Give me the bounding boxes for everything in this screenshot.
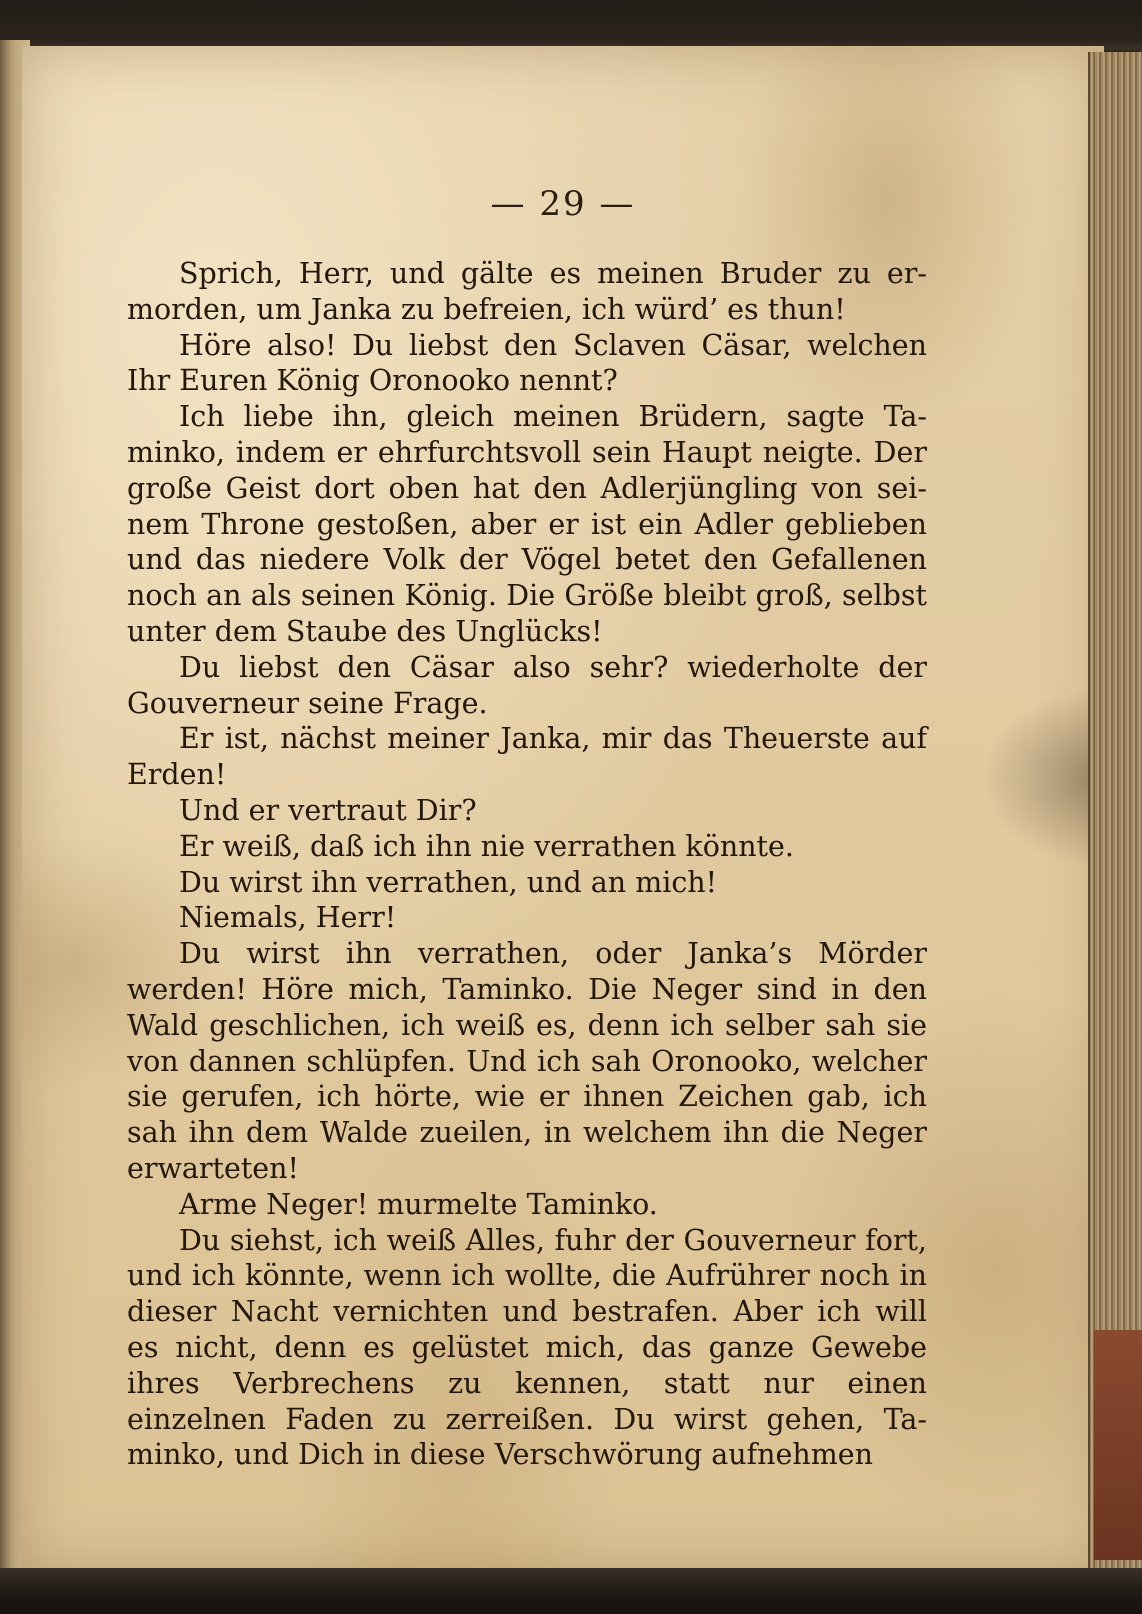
paragraph: Du siehst, ich weiß Alles, fuhr der Gouverneur fort, und ich könnte, wenn ich wollte, die Aufrührer noch in dieser Nacht vernichten und bestrafen. Aber ich will es nicht, denn es gelüstet mich, das ganze Gewebe ihres Verbrechens zu kennen, statt nur einen einzelnen Faden zu zerreißen. Du wirst gehen, Ta-minko, und Dich in diese Verschwörung aufnehmen [127, 1223, 927, 1472]
paragraph: Er ist, nächst meiner Janka, mir das Theuerste auf Erden! [127, 722, 927, 792]
paragraph: Du liebst den Cäsar also sehr? wiederholte der Gouverneur seine Frage. [127, 650, 927, 720]
page-sheet [22, 46, 1104, 1572]
paragraph: Ich liebe ihn, gleich meinen Brüdern, sagte Ta-minko, indem er ehrfurchtsvoll sein Haupt neigte. Der große Geist dort oben hat den Adlerjüngling von sei-nem Throne gestoßen, aber er ist ein Adler geblieben und das niedere Volk der Vögel betet den Gefallenen noch an als seinen König. Die Größe bleibt groß, selbst unter dem Staube des Unglücks! [127, 400, 927, 648]
cover-corner [1094, 1330, 1142, 1560]
body-text [127, 256, 927, 1473]
paragraph: Du wirst ihn verrathen, oder Janka’s Mörder werden! Höre mich, Taminko. Die Neger sind in den Wald geschlichen, ich weiß es, denn ich selber sah sie von dannen schlüpfen. Und ich sah Oronooko, welcher sie gerufen, ich hörte, wie er ihnen Zeichen gab, ich sah ihn dem Walde zueilen, in welchem ihn die Neger erwarteten! [127, 937, 927, 1185]
paragraph: Arme Neger! murmelte Taminko. [179, 1187, 658, 1221]
paragraph: Er weiß, daß ich ihn nie verrathen könnte. [179, 829, 794, 863]
paragraph: Sprich, Herr, und gälte es meinen Bruder zu er-morden, um Janka zu befreien, ich würd’ es thun! [127, 257, 927, 326]
paragraph: Und er vertraut Dir? [179, 793, 477, 827]
paragraph: Niemals, Herr! [179, 901, 397, 935]
page-number: — 29 — [490, 184, 636, 224]
bottom-edge [0, 1568, 1142, 1614]
paragraph: Du wirst ihn verrathen, und an mich! [179, 865, 718, 899]
paragraph: Höre also! Du liebst den Sclaven Cäsar, welchen Ihr Euren König Oronooko nennt? [127, 328, 927, 398]
